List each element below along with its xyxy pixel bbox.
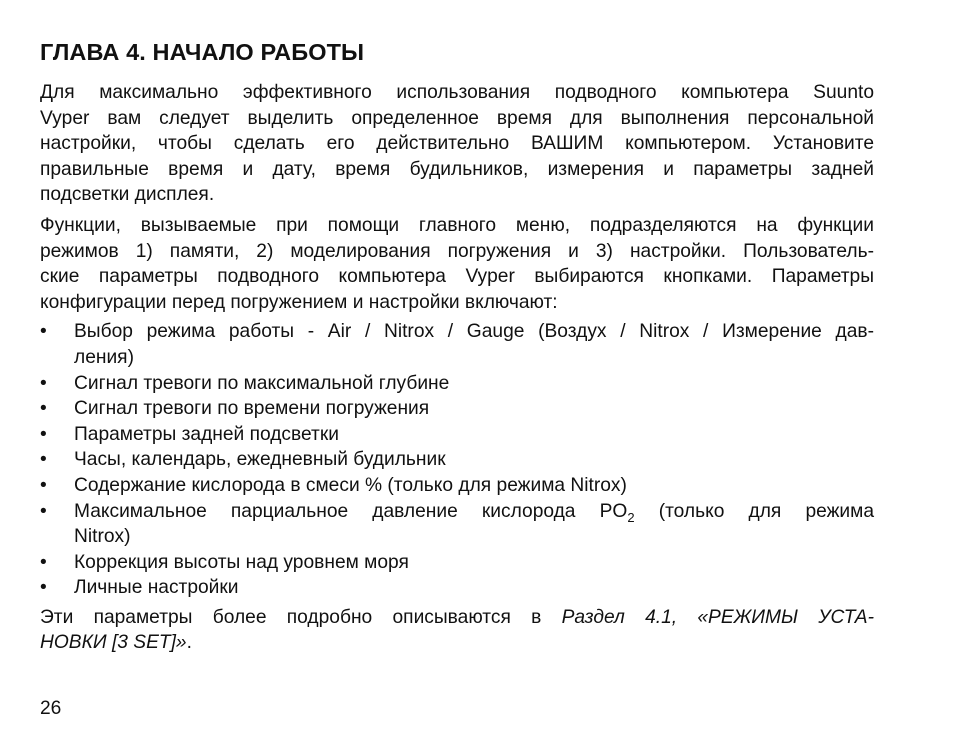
text-line: Функции, вызываемые при помощи главного меню, подразделяются на функции — [40, 214, 874, 236]
text-line — [74, 499, 874, 525]
text-fragment: Максимальное парциальное давление кислорода PO — [74, 500, 628, 522]
reference-paragraph — [40, 605, 874, 656]
text-line: Содержание кислорода в смеси % (только для режима Nitrox) — [74, 474, 627, 496]
bullet-icon: • — [40, 551, 47, 573]
text-line: Коррекция высоты над уровнем моря — [74, 551, 409, 573]
bullet-icon: • — [40, 372, 47, 394]
section-reference-link[interactable]: Раздел 4.1, «РЕЖИМЫ УСТА- — [561, 606, 874, 628]
bullet-icon: • — [40, 423, 47, 445]
subscript: 2 — [627, 509, 635, 525]
text-fragment: Эти параметры более подробно описываются в — [40, 606, 562, 628]
text-line: ские параметры подводного компьютера Vyper выбираются кнопками. Параметры — [40, 266, 874, 288]
text-line — [40, 630, 874, 656]
list-item — [40, 447, 874, 473]
chapter-title: ГЛАВА 4. НАЧАЛО РАБОТЫ — [40, 39, 365, 65]
text-line: Для максимально эффективного использования подводного компьютера Suunto — [40, 82, 874, 103]
text-line: Сигнал тревоги по времени погружения — [74, 398, 430, 420]
text-line: ления) — [74, 346, 134, 368]
list-item — [40, 499, 874, 550]
list-item — [40, 371, 874, 397]
list-item — [40, 575, 874, 601]
bullet-icon: • — [40, 474, 47, 496]
page-number: 26 — [40, 698, 62, 719]
text-line: настройки, чтобы сделать его действительно ВАШИМ компьютером. Установите — [40, 133, 874, 155]
text-line: Сигнал тревоги по максимальной глубине — [74, 372, 450, 394]
text-fragment: (только для режима — [634, 500, 874, 522]
list-item — [40, 422, 874, 448]
list-item — [40, 319, 874, 370]
functions-paragraph — [40, 213, 874, 315]
bullet-icon: • — [40, 500, 47, 522]
text-line: подсветки дисплея. — [40, 184, 215, 206]
bullet-icon: • — [40, 321, 47, 343]
text-line: Часы, календарь, ежедневный будильник — [74, 449, 446, 471]
text-line: Vyper вам следует выделить определенное время для выполнения персональной — [40, 107, 874, 129]
text-line: конфигурации перед погружением и настройки включают: — [40, 291, 558, 313]
document-page — [40, 38, 874, 656]
bullet-icon: • — [40, 577, 47, 599]
bullet-icon: • — [40, 449, 47, 471]
settings-list — [40, 319, 874, 601]
list-item — [40, 396, 874, 422]
bullet-icon: • — [40, 398, 47, 420]
text-line: Параметры задней подсветки — [74, 423, 339, 445]
text-line: Личные настройки — [74, 577, 239, 599]
list-item — [40, 550, 874, 576]
text-line: Nitrox) — [74, 526, 131, 548]
list-item — [40, 473, 874, 499]
section-reference-link[interactable]: НОВКИ [3 SET]» — [40, 632, 187, 654]
text-line: правильные время и дату, время будильников, измерения и параметры задней — [40, 158, 874, 180]
text-line — [40, 605, 874, 631]
text-line: Выбор режима работы - Air / Nitrox / Gauge (Воздух / Nitrox / Измерение дав- — [74, 321, 874, 343]
intro-paragraph — [40, 80, 874, 208]
text-line: режимов 1) памяти, 2) моделирования погружения и 3) настройки. Пользователь- — [40, 240, 874, 262]
text-fragment: . — [186, 632, 192, 654]
